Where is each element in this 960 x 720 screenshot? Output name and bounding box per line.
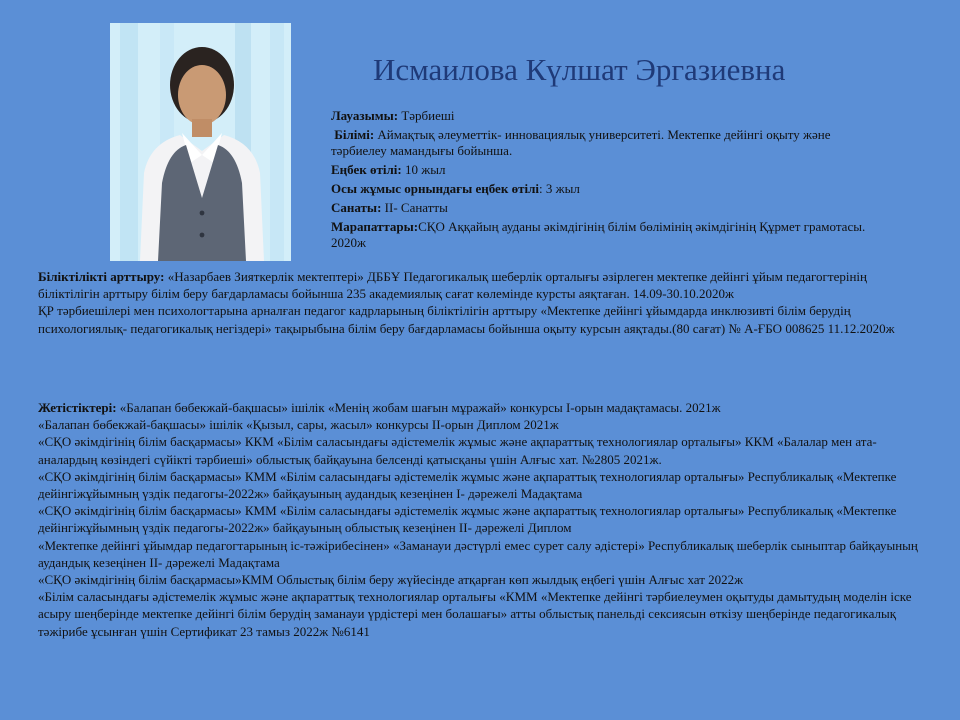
qualification-line-1 [38,268,918,302]
local-experience-value: : 3 жыл [538,181,580,196]
category-row [331,200,871,216]
education-label: Білімі: [334,127,375,142]
person-illustration [110,23,291,261]
portrait-photo [110,23,291,261]
achievement-item: «Мектепке дейінгі ұйымдар педагогтарының іс-тәжірибесінен» «Заманауи дәстүрлі емес сурет салу әдістері» Республикалық шеберлік сыныптар байқауының аудандық кезеңінен ІІ- дәрежелі Мадақтама [38,537,918,570]
achievements-section [38,399,918,640]
awards-row [331,219,871,251]
education-row [331,127,871,159]
person-name: Исмаилова Күлшат Эргазиевна [373,52,786,87]
achievement-item: «СҚО әкімдігінің білім басқармасы» КММ «Білім саласындағы әдістемелік жұмыс және ақпараттық технологиялар орталығы» Республикалық «Мектепке дейінгіжұйымның үздік педагогы-2022ж» байқауының аудандық кезеңінен І- дәрежелі Мадақтама [38,468,897,502]
position-row [331,108,871,124]
local-experience-label: Осы жұмыс орнындағы еңбек өтілі [331,181,539,196]
experience-label: Еңбек өтілі: [331,162,402,177]
category-value: ІІ- Санатты [381,200,448,215]
achievement-item: «Білім саласындағы әдістемелік жұмыс және ақпараттық технологиялар орталығы «КММ «Мектепке дейінгі тәрбиелеумен оқытуды дамытудың моделін іске асыру шеңберінде мектепке дейінгі білім берудің заманауи үрдістері мен болашағы» атты облыстық панельді сексиясын өткізу шеңберінде педагогикалық тәжірибе ұсынған үшін Сертификат 23 тамыз 2022ж №6141 [38,589,912,639]
info-section [331,108,871,254]
education-value: Аймақтық әлеуметтік- инновациялық университеті. Мектепке дейінгі оқыту және тәрбиелеу мамандығы бойынша. [331,127,831,158]
achievement-item: «СҚО әкімдігінің білім басқармасы» КММ «Білім саласындағы әдістемелік жұмыс және ақпараттық технологиялар орталығы» Республикалық «Мектепке дейінгіжұйымның үздік педагогы-2022ж» байқауының облыстық кезеңінен ІІ- дәрежелі Диплом [38,503,897,536]
position-label: Лауазымы: [331,108,399,123]
achievement-item: «Балапан бөбекжай-бақшасы» ішілік «Қызыл, сары, жасыл» конкурсы ІІ-орын Диплом 2021ж [38,417,559,433]
qualification-text-1: «Назарбаев Зияткерлік мектептері» ДББҰ Педагогикалық шеберлік орталығы әзірлеген мектепке дейінгі ұйым педагогтерінің біліктілігін арттыру білім беру бағдарламасы бойынша 235 академиялық сағат көлемінде курсты аяқтаған. 14.09-30.10.2020ж [38,269,867,302]
qualification-text-2: ҚР тәрбиешілері мен психологтарына арналған педагог кадрларының біліктілігін арттыру «Мектепке дейінгі ұйымдарда инклюзивті білім берудің психологиялық- педагогикалық негіздері» тақырыбына білім беру бағдарламасы бойынша оқыту курсын аяқтады.(80 сағат) № А-ҒБО 008625 11.12.2020ж [38,303,895,336]
achievement-item: «СҚО әкімдігінің білім басқармасы» ККМ «Білім саласындағы әдістемелік жұмыс және ақпараттық технологиялар орталығы» ККМ «Балалар мен ата-аналардың көзіндегі сүйікті тәрбиеші» облыстық байқауына белсенді қатысқаны үшін Алғыс хат. №2805 2021ж. [38,434,877,467]
category-label: Санаты: [331,200,382,215]
qualification-label: Біліктілікті арттыру: [38,269,165,284]
qualification-section [38,268,918,337]
awards-value: СҚО Аққайың ауданы әкімдігінің білім бөлімінің әкімдігінің Құрмет грамотасы. 2020ж [331,219,866,250]
achievement-item [38,399,918,416]
awards-label: Марапаттары: [331,219,419,234]
position-value: Тәрбиеші [398,108,455,123]
experience-row [331,162,871,178]
achievement-item: «СҚО әкімдігінің білім басқармасы»КММ Облыстық білім беру жүйесінде атқарған көп жылдық еңбегі үшін Алғыс хат 2022ж [38,572,744,588]
achievement-text: «Балапан бөбекжай-бақшасы» ішілік «Менің жобам шағын мұражай» конкурсы І-орын мадақтамасы. 2021ж [116,400,721,415]
local-experience-row [331,181,871,197]
achievements-label: Жетістіктері: [38,400,117,415]
experience-value: 10 жыл [401,162,446,177]
